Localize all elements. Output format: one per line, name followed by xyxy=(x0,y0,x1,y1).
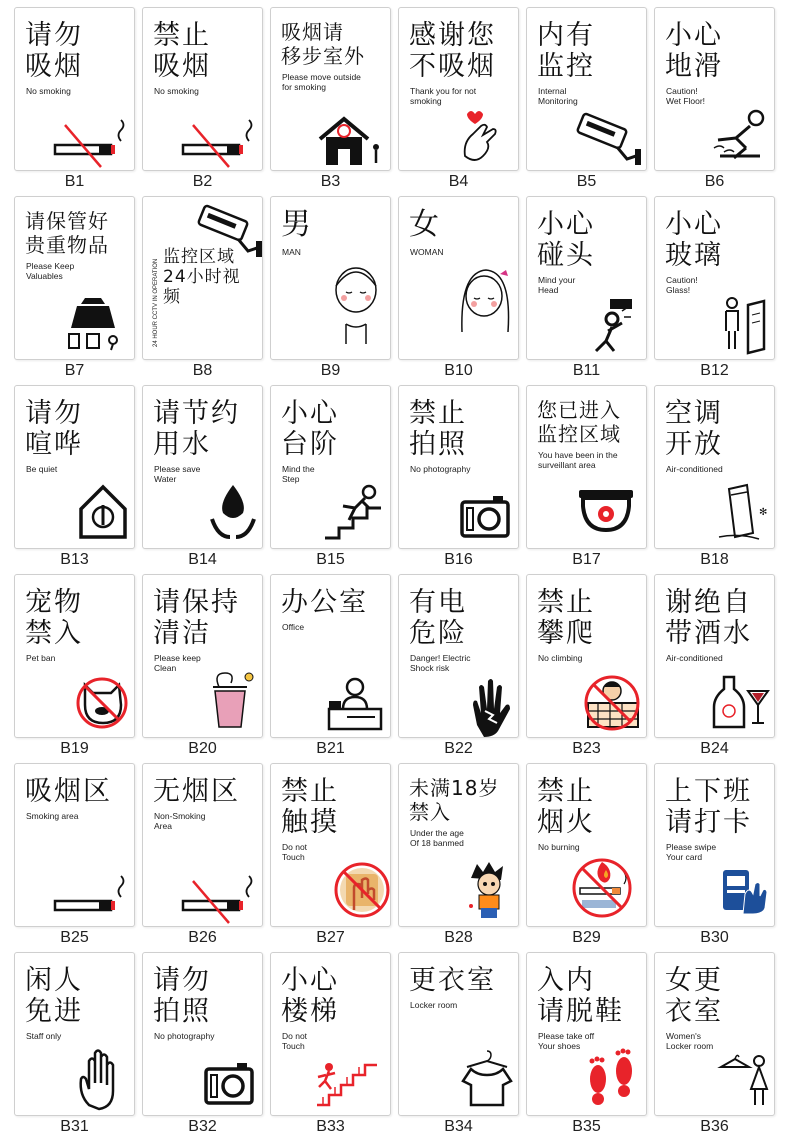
sign-card-b12 xyxy=(654,196,775,381)
sign-grid xyxy=(14,7,775,1137)
sign-code-label: B29 xyxy=(572,929,601,946)
card-swipe-icon xyxy=(717,862,772,920)
sign-card-b19 xyxy=(14,574,135,759)
no-smoking-icon xyxy=(183,879,258,924)
woman-hanger-icon xyxy=(717,1051,772,1109)
sign-card-b35 xyxy=(526,952,647,1137)
sign-card-b5 xyxy=(526,7,647,192)
sign-english-text: No smoking xyxy=(26,86,71,96)
sign-board xyxy=(14,574,135,738)
sign-card-b23 xyxy=(526,574,647,759)
sign-english-text: No burning xyxy=(538,842,580,852)
sign-code-label: B8 xyxy=(192,362,213,379)
sign-english-text: Internal Monitoring xyxy=(538,86,578,106)
head-bump-icon xyxy=(582,297,642,355)
sign-card-b20 xyxy=(142,574,263,759)
sign-board xyxy=(142,385,263,549)
heart-hand-icon xyxy=(459,106,509,166)
sign-board xyxy=(14,952,135,1116)
sign-code-label: B22 xyxy=(444,740,473,757)
sign-english-text: Please take off Your shoes xyxy=(538,1031,595,1051)
sign-chinese-text: 感谢您 不吸烟 xyxy=(409,20,496,82)
sign-card-b33 xyxy=(270,952,391,1137)
sign-chinese-text: 请保管好 贵重物品 xyxy=(25,209,109,257)
sign-card-b29 xyxy=(526,763,647,948)
man-face-icon xyxy=(326,262,386,352)
sign-english-text: Air-conditioned xyxy=(666,653,723,663)
sign-chinese-text: 禁止 攀爬 xyxy=(537,587,595,649)
sign-card-b10 xyxy=(398,196,519,381)
sign-english-text: WOMAN xyxy=(410,247,444,257)
sign-english-text: Mind your Head xyxy=(538,275,576,295)
sign-english-text: Do not Touch xyxy=(282,842,308,862)
cctv-camera-icon xyxy=(198,205,263,260)
sign-code-label: B15 xyxy=(316,551,345,568)
sign-chinese-text: 吸烟请 移步室外 xyxy=(281,20,365,68)
sign-code-label: B31 xyxy=(60,1118,89,1135)
sign-code-label: B34 xyxy=(444,1118,473,1135)
svg-text:✻: ✻ xyxy=(759,507,768,518)
sign-board xyxy=(270,574,391,738)
sign-code-label: B36 xyxy=(700,1118,729,1135)
slipping-person-icon xyxy=(710,108,770,163)
sign-code-label: B21 xyxy=(316,740,345,757)
sign-board xyxy=(654,574,775,738)
sign-chinese-text: 办公室 xyxy=(281,587,368,618)
no-smoking-icon xyxy=(183,123,258,168)
sign-code-label: B6 xyxy=(704,173,725,190)
woman-face-icon xyxy=(454,262,514,352)
sign-code-label: B17 xyxy=(572,551,601,568)
sign-code-label: B14 xyxy=(188,551,217,568)
sign-card-b11 xyxy=(526,196,647,381)
sign-card-b16 xyxy=(398,385,519,570)
sign-code-label: B16 xyxy=(444,551,473,568)
sign-board xyxy=(398,574,519,738)
quiet-house-icon xyxy=(77,481,132,543)
no-smoking-icon xyxy=(55,123,130,168)
sign-card-b6 xyxy=(654,7,775,192)
sign-chinese-text: 小心 台阶 xyxy=(281,398,339,460)
stairs-icon xyxy=(311,1057,386,1109)
sign-card-b25 xyxy=(14,763,135,948)
sign-board xyxy=(526,952,647,1116)
sign-chinese-text: 男 xyxy=(281,207,313,242)
sign-board xyxy=(270,952,391,1116)
sign-code-label: B2 xyxy=(192,173,213,190)
sign-card-b34 xyxy=(398,952,519,1137)
sign-chinese-text: 闲人 免进 xyxy=(25,965,83,1027)
sign-chinese-text: 空调 开放 xyxy=(665,398,723,460)
sign-card-b36 xyxy=(654,952,775,1137)
sign-board xyxy=(142,196,263,360)
sign-english-text: Thank you for not smoking xyxy=(410,86,477,106)
sign-board xyxy=(526,385,647,549)
sign-chinese-text: 无烟区 xyxy=(153,776,240,807)
sign-chinese-text: 请勿 喧哗 xyxy=(25,398,83,460)
sign-card-b22 xyxy=(398,574,519,759)
sign-chinese-text: 禁止 拍照 xyxy=(409,398,467,460)
sign-code-label: B10 xyxy=(444,362,473,379)
sign-chinese-text: 女 xyxy=(409,207,441,242)
electric-hand-icon xyxy=(469,677,514,732)
sign-board xyxy=(142,763,263,927)
sign-english-text: Please save Water xyxy=(154,464,201,484)
camera-icon xyxy=(459,494,514,542)
sign-board xyxy=(142,952,263,1116)
sign-board xyxy=(398,385,519,549)
sign-code-label: B3 xyxy=(320,173,341,190)
sign-code-label: B24 xyxy=(700,740,729,757)
footprints-icon xyxy=(582,1041,644,1111)
cigarette-icon xyxy=(55,879,130,924)
sign-card-b18 xyxy=(654,385,775,570)
trash-bin-icon xyxy=(205,671,260,733)
sign-card-b2 xyxy=(142,7,263,192)
sign-chinese-text: 小心 碰头 xyxy=(537,209,595,271)
sign-chinese-text: 禁止 吸烟 xyxy=(153,20,211,82)
sign-card-b13 xyxy=(14,385,135,570)
sign-english-text: You have been in the surveillant area xyxy=(538,450,618,470)
sign-code-label: B35 xyxy=(572,1118,601,1135)
sign-chinese-text: 小心 玻璃 xyxy=(665,209,723,271)
no-fire-icon xyxy=(572,856,642,918)
sign-code-label: B26 xyxy=(188,929,217,946)
sign-card-b3 xyxy=(270,7,391,192)
sign-card-b26 xyxy=(142,763,263,948)
sign-board xyxy=(270,7,391,171)
sign-card-b8 xyxy=(142,196,263,381)
sign-chinese-text: 您已进入 监控区域 xyxy=(537,398,621,446)
sign-english-text: Do not Touch xyxy=(282,1031,308,1051)
sign-card-b21 xyxy=(270,574,391,759)
sign-chinese-text: 有电 危险 xyxy=(409,587,467,649)
office-desk-icon xyxy=(321,673,386,731)
no-alcohol-icon xyxy=(710,671,772,733)
sign-board xyxy=(654,763,775,927)
sign-card-b4 xyxy=(398,7,519,192)
sign-board xyxy=(270,196,391,360)
sign-english-text: No photography xyxy=(154,1031,215,1041)
sign-code-label: B18 xyxy=(700,551,729,568)
sign-board xyxy=(526,763,647,927)
sign-chinese-text: 未满18岁 禁入 xyxy=(409,776,500,824)
sign-card-b30 xyxy=(654,763,775,948)
sign-code-label: B30 xyxy=(700,929,729,946)
sign-code-label: B19 xyxy=(60,740,89,757)
water-drop-hands-icon xyxy=(208,481,258,543)
sign-chinese-text: 吸烟区 xyxy=(25,776,112,807)
sign-code-label: B4 xyxy=(448,173,469,190)
sign-english-text: Mind the Step xyxy=(282,464,315,484)
no-touch-icon xyxy=(336,860,388,920)
sign-chinese-text: 女更 衣室 xyxy=(665,965,723,1027)
sign-english-text: Please Keep Valuables xyxy=(26,261,75,281)
sign-chinese-text: 小心 地滑 xyxy=(665,20,723,82)
cctv-camera-icon xyxy=(577,113,642,168)
sign-chinese-text: 小心 楼梯 xyxy=(281,965,339,1027)
sign-english-text: Non-Smoking Area xyxy=(154,811,206,831)
sign-english-text: Air-conditioned xyxy=(666,464,723,474)
sign-board xyxy=(142,574,263,738)
sign-board xyxy=(398,952,519,1116)
air-conditioner-icon xyxy=(715,481,770,543)
sign-chinese-text: 入内 请脱鞋 xyxy=(537,965,624,1027)
sign-english-text: Be quiet xyxy=(26,464,58,474)
sign-english-text: Caution! Glass! xyxy=(666,275,698,295)
sign-chinese-text: 更衣室 xyxy=(409,965,496,996)
sign-english-text: Please move outside for smoking xyxy=(282,72,361,92)
sign-board xyxy=(14,385,135,549)
sign-code-label: B25 xyxy=(60,929,89,946)
sign-code-label: B20 xyxy=(188,740,217,757)
shirt-hanger-icon xyxy=(461,1049,516,1111)
sign-english-text: MAN xyxy=(282,247,301,257)
no-pets-icon xyxy=(75,673,130,731)
sign-board xyxy=(654,385,775,549)
sign-code-label: B28 xyxy=(444,929,473,946)
cartoon-boy-icon xyxy=(461,860,516,922)
stop-hand-icon xyxy=(77,1049,132,1111)
sign-board xyxy=(526,196,647,360)
sign-english-text: Smoking area xyxy=(26,811,79,821)
no-climbing-icon xyxy=(582,673,644,731)
sign-code-label: B32 xyxy=(188,1118,217,1135)
sign-chinese-text: 请勿 吸烟 xyxy=(25,20,83,82)
sign-board xyxy=(14,196,135,360)
sign-card-b24 xyxy=(654,574,775,759)
sign-board xyxy=(654,196,775,360)
sign-code-label: B5 xyxy=(576,173,597,190)
sign-card-b1 xyxy=(14,7,135,192)
sign-chinese-text: 请勿 拍照 xyxy=(153,965,211,1027)
sign-chinese-text: 宠物 禁入 xyxy=(25,587,83,649)
sign-board xyxy=(526,7,647,171)
sign-card-b32 xyxy=(142,952,263,1137)
sign-english-text: Please keep Clean xyxy=(154,653,201,673)
sign-code-label: B23 xyxy=(572,740,601,757)
sign-code-label: B9 xyxy=(320,362,341,379)
sign-board xyxy=(14,763,135,927)
sign-code-label: B13 xyxy=(60,551,89,568)
sign-board xyxy=(654,952,775,1116)
sign-english-text: No smoking xyxy=(154,86,199,96)
sign-board xyxy=(654,7,775,171)
sign-english-text: No climbing xyxy=(538,653,583,663)
sign-english-text: Under the age Of 18 banmed xyxy=(410,828,464,848)
sign-card-b14 xyxy=(142,385,263,570)
sign-chinese-text: 监控区域 24小时视频 xyxy=(163,247,241,307)
sign-board xyxy=(398,7,519,171)
camera-icon xyxy=(203,1061,258,1109)
sign-card-b27 xyxy=(270,763,391,948)
sign-chinese-text: 禁止 触摸 xyxy=(281,776,339,838)
stairs-fall-icon xyxy=(321,484,386,542)
sign-code-label: B12 xyxy=(700,362,729,379)
sign-card-b15 xyxy=(270,385,391,570)
sign-board xyxy=(270,763,391,927)
sign-chinese-text: 禁止 烟火 xyxy=(537,776,595,838)
glass-door-icon xyxy=(720,295,770,353)
sign-card-b17 xyxy=(526,385,647,570)
sign-english-text: 24 HOUR CCTV IN OPERATION xyxy=(153,258,159,347)
sign-english-text: Staff only xyxy=(26,1031,62,1041)
sign-english-text: Caution! Wet Floor! xyxy=(666,86,706,106)
sign-code-label: B27 xyxy=(316,929,345,946)
sign-english-text: Office xyxy=(282,622,305,632)
sign-board xyxy=(14,7,135,171)
sign-board xyxy=(142,7,263,171)
sign-code-label: B1 xyxy=(64,173,85,190)
sign-card-b31 xyxy=(14,952,135,1137)
sign-english-text: Pet ban xyxy=(26,653,56,663)
sign-english-text: Women's Locker room xyxy=(666,1031,714,1051)
sign-chinese-text: 谢绝自 带酒水 xyxy=(665,587,752,649)
sign-board xyxy=(526,574,647,738)
sign-english-text: Danger! Electric Shock risk xyxy=(410,653,471,673)
sign-english-text: Please swipe Your card xyxy=(666,842,717,862)
sign-board xyxy=(398,763,519,927)
sign-chinese-text: 内有 监控 xyxy=(537,20,595,82)
valuables-icon xyxy=(63,292,133,354)
house-smoking-icon xyxy=(316,113,386,168)
sign-chinese-text: 上下班 请打卡 xyxy=(665,776,752,838)
sign-chinese-text: 请保持 清洁 xyxy=(153,587,240,649)
sign-english-text: Locker room xyxy=(410,1000,458,1010)
sign-card-b28 xyxy=(398,763,519,948)
sign-chinese-text: 请节约 用水 xyxy=(153,398,240,460)
sign-card-b9 xyxy=(270,196,391,381)
sign-card-b7 xyxy=(14,196,135,381)
sign-english-text: No photography xyxy=(410,464,471,474)
dome-camera-icon xyxy=(575,486,640,536)
sign-code-label: B33 xyxy=(316,1118,345,1135)
sign-board xyxy=(398,196,519,360)
sign-code-label: B7 xyxy=(64,362,85,379)
sign-code-label: B11 xyxy=(572,362,601,379)
sign-board xyxy=(270,385,391,549)
